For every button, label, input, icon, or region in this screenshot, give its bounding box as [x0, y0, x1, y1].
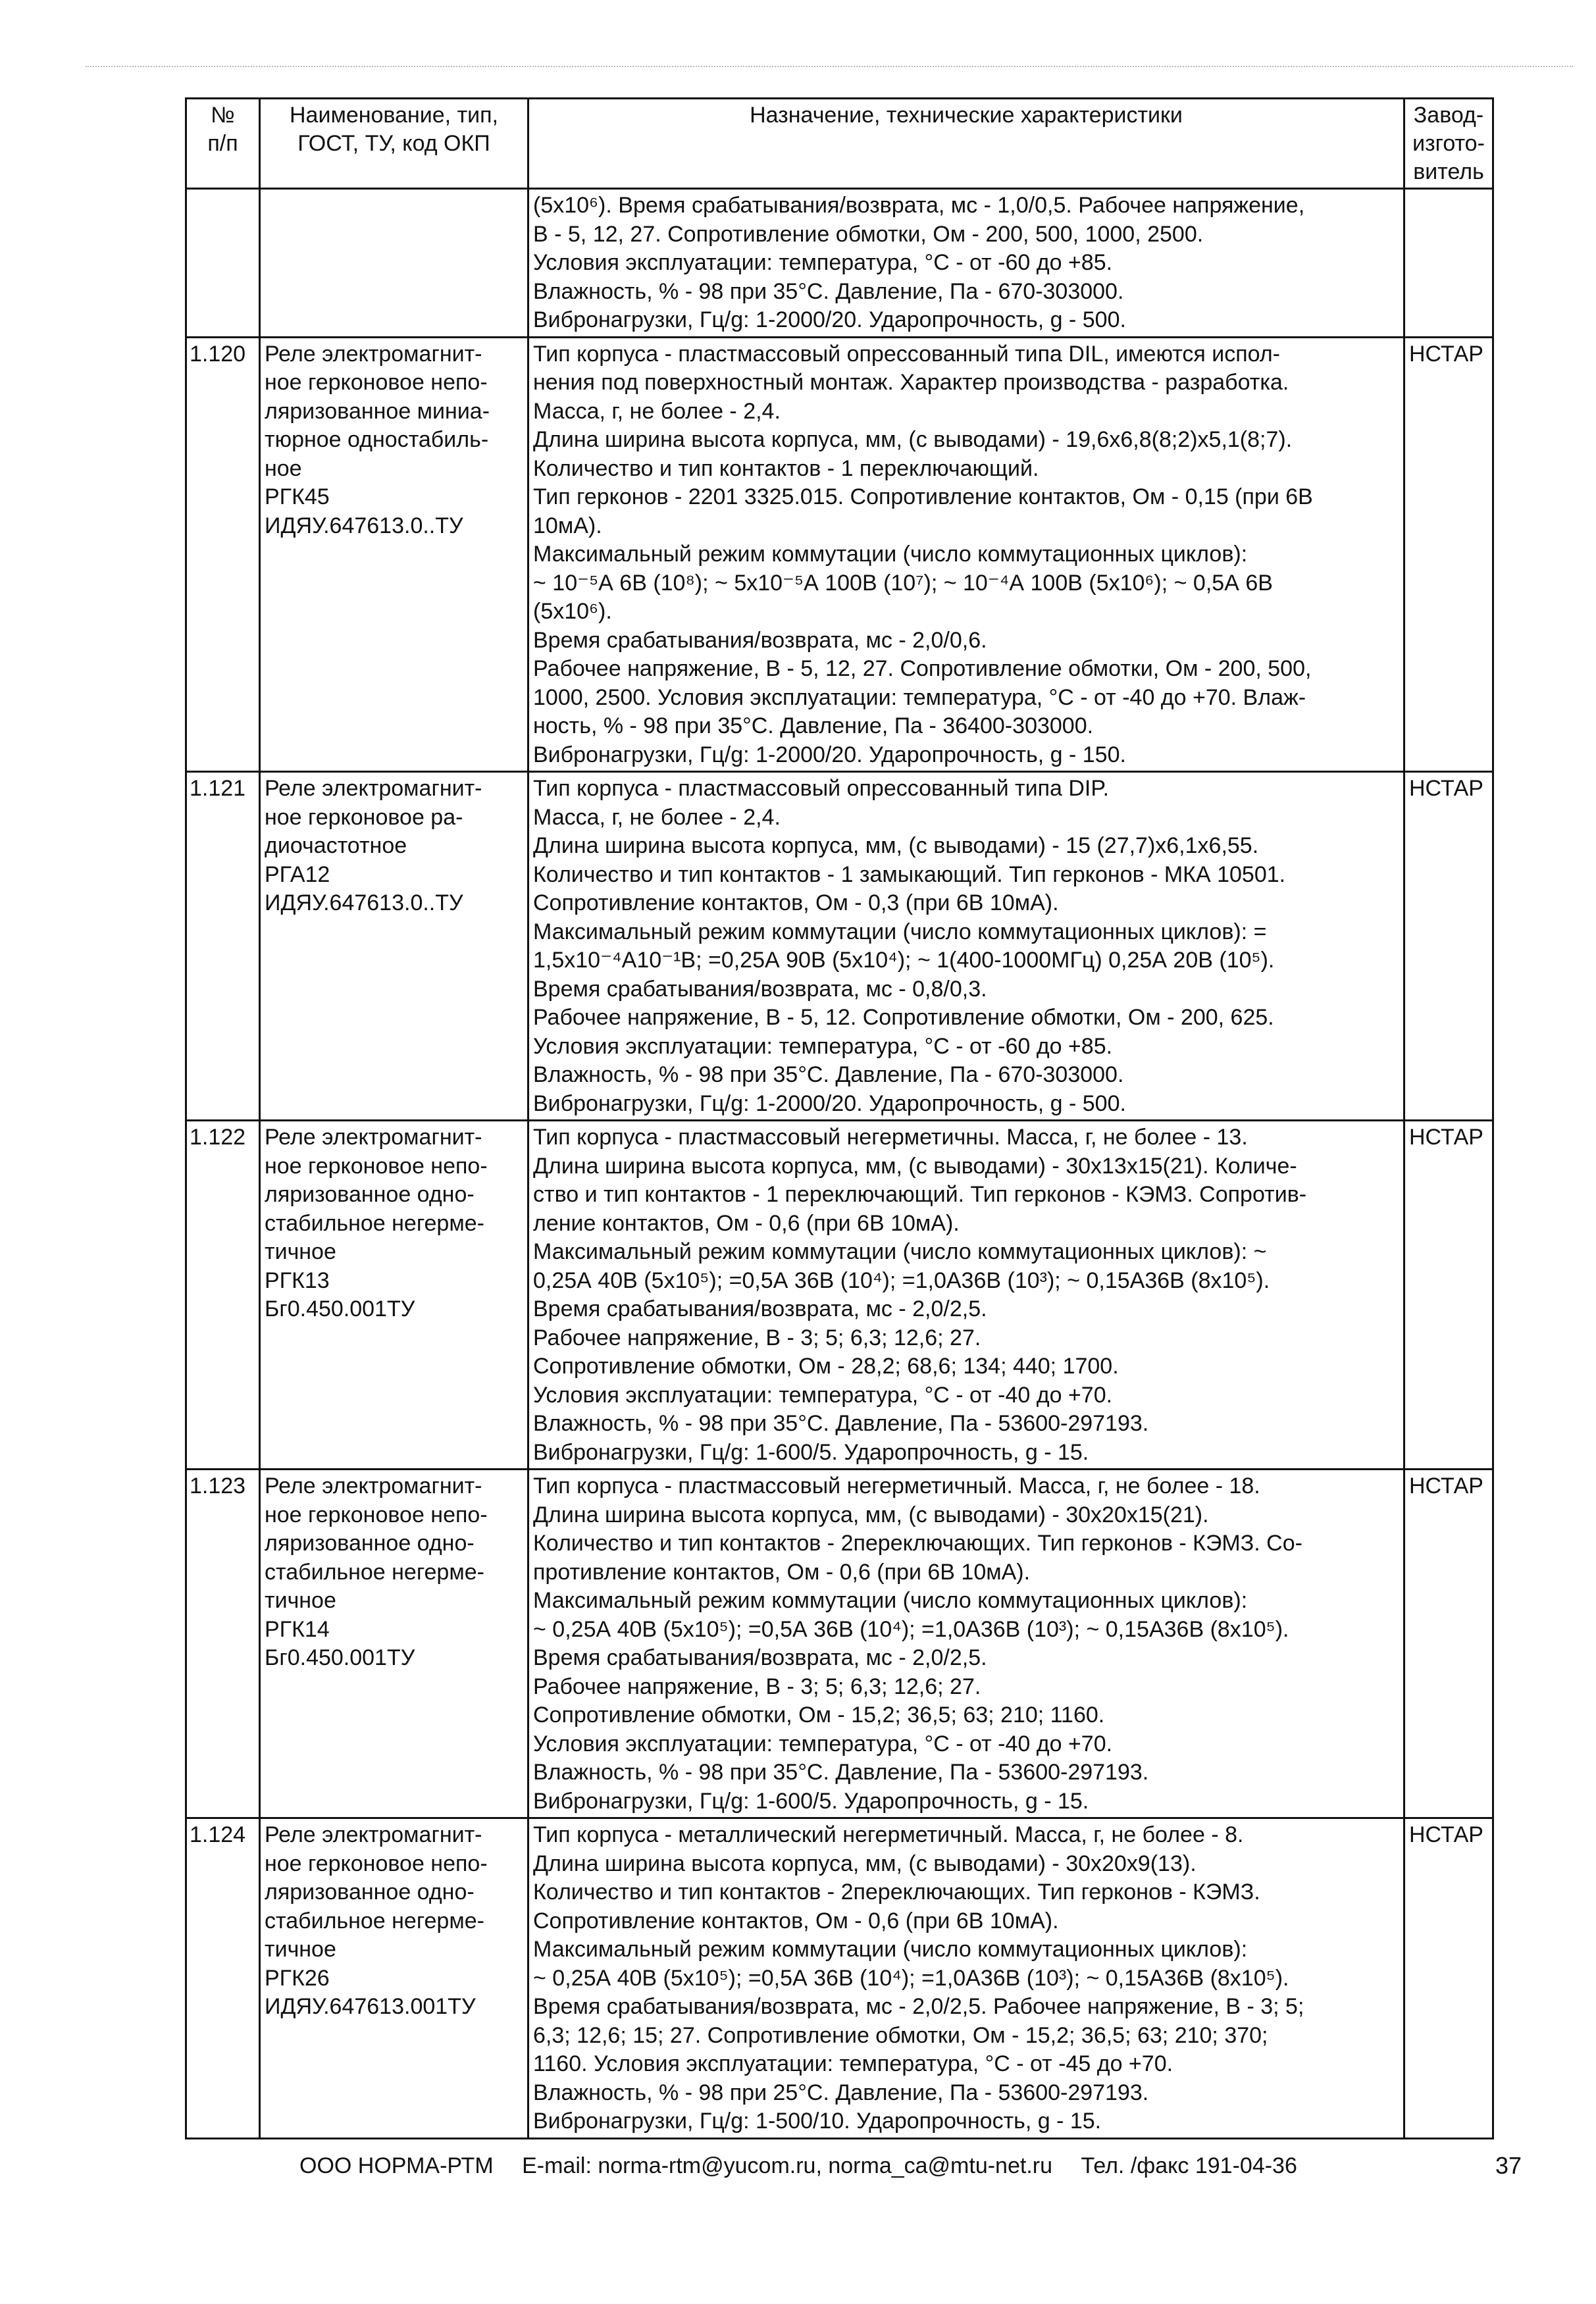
item-specs — [528, 1470, 1404, 1818]
item-spec-line: Тип корпуса - пластмассовый опрессованный типа DIL, имеются испол- — [533, 341, 1280, 367]
page-footer — [299, 2153, 1320, 2179]
item-manufacturer — [1404, 1121, 1493, 1470]
item-spec-line: 1000, 2500. Условия эксплуатации: температура, °С - от -40 до +70. Влаж- — [533, 684, 1306, 710]
item-name-line: ляризованное одно- — [265, 1880, 475, 1905]
item-spec-line: Количество и тип контактов - 2переключающих. Тип герконов - КЭМЗ. Со- — [533, 1531, 1302, 1556]
spec-table — [185, 97, 1494, 2139]
item-spec-line: Количество и тип контактов - 1 переключающий. — [533, 455, 1039, 481]
item-spec-line: Вибронагрузки, Гц/g: 1-2000/20. Ударопрочность, g - 500. — [533, 1090, 1126, 1116]
item-number — [186, 189, 260, 338]
item-name-line: Реле электромагнит- — [265, 1473, 482, 1498]
header-name-line: ГОСТ, ТУ, код ОКП — [297, 131, 490, 156]
header-mfr — [1404, 99, 1493, 189]
item-spec-line: Условия эксплуатации: температура, °С - от -60 до +85. — [533, 250, 1113, 275]
table-row — [186, 337, 1493, 772]
header-name — [260, 99, 528, 189]
item-spec-line: ~ 10⁻⁵А 6В (10⁸); ~ 5х10⁻⁵А 100В (10⁷); ~ 10⁻⁴А 100В (5х10⁶); ~ 0,5А 6В — [533, 570, 1273, 596]
item-spec-line: Вибронагрузки, Гц/g: 1-600/5. Ударопрочность, g - 15. — [533, 1788, 1089, 1814]
item-name-line: Бг0.450.001ТУ — [265, 1296, 415, 1321]
item-spec-line: Влажность, % - 98 при 35°С. Давление, Па - 53600-297193. — [533, 1760, 1149, 1785]
item-spec-line: Рабочее напряжение, В - 3; 5; 6,3; 12,6; 27. — [533, 1325, 981, 1350]
page-number: 37 — [1495, 2152, 1522, 2179]
item-name-line: ное герконовое ра- — [265, 804, 463, 830]
item-number: 1.122 — [186, 1121, 260, 1470]
item-name-line: ляризованное одно- — [265, 1182, 475, 1207]
item-spec-line: Тип корпуса - пластмассовый негерметичный. Масса, г, не более - 18. — [533, 1473, 1260, 1498]
item-name-line: ное герконовое непо- — [265, 1502, 488, 1527]
item-name-line: диочастотное — [265, 833, 407, 858]
item-spec-line: Тип герконов - 2201 3325.015. Сопротивление контактов, Ом - 0,15 (при 6В — [533, 484, 1313, 509]
item-spec-line: Условия эксплуатации: температура, °С - от -40 до +70. — [533, 1382, 1113, 1408]
item-manufacturer-line: НСТАР — [1409, 1125, 1483, 1150]
item-spec-line: нения под поверхностный монтаж. Характер производства - разработка. — [533, 370, 1289, 395]
item-name-line: РГК13 — [265, 1267, 330, 1293]
footer-email: E-mail: norma-rtm@yucom.ru, norma_ca@mtu-net.ru — [522, 2153, 1052, 2178]
item-spec-line: Сопротивление обмотки, Ом - 28,2; 68,6; 134; 440; 1700. — [533, 1354, 1119, 1379]
header-mfr-line: витель — [1413, 159, 1484, 184]
footer-phone: Тел. /факс 191-04-36 — [1081, 2153, 1297, 2178]
item-spec-line: Вибронагрузки, Гц/g: 1-2000/20. Ударопрочность, g - 150. — [533, 742, 1126, 767]
item-spec-line: Время срабатывания/возврата, мс - 2,0/2,5. — [533, 1645, 987, 1670]
item-name-line: Бг0.450.001ТУ — [265, 1645, 415, 1670]
item-name — [260, 1470, 528, 1818]
item-name-line: Реле электромагнит- — [265, 1822, 482, 1847]
item-spec-line: Вибронагрузки, Гц/g: 1-600/5. Ударопрочность, g - 15. — [533, 1439, 1089, 1465]
item-number: 1.121 — [186, 772, 260, 1121]
item-spec-line: Вибронагрузки, Гц/g: 1-500/10. Ударопрочность, g - 15. — [533, 2109, 1102, 2134]
item-name-line: ИДЯУ.647613.001ТУ — [265, 1994, 476, 2019]
item-spec-line: ность, % - 98 при 35°С. Давление, Па - 36400-303000. — [533, 713, 1094, 738]
item-spec-line: В - 5, 12, 27. Сопротивление обмотки, Ом - 200, 500, 1000, 2500. — [533, 221, 1204, 247]
table-row — [186, 772, 1493, 1121]
item-spec-line: Максимальный режим коммутации (число коммутационных циклов): = — [533, 919, 1267, 944]
item-spec-line: Длина ширина высота корпуса, мм, (с выводами) - 15 (27,7)х6,1х6,55. — [533, 833, 1259, 858]
item-spec-line: Масса, г, не более - 2,4. — [533, 804, 781, 830]
item-spec-line: Сопротивление контактов, Ом - 0,3 (при 6В 10мА). — [533, 890, 1059, 915]
item-specs — [528, 337, 1404, 772]
item-spec-line: (5х10⁶). — [533, 599, 612, 624]
item-spec-line: Максимальный режим коммутации (число коммутационных циклов): — [533, 542, 1248, 567]
item-manufacturer — [1404, 772, 1493, 1121]
header-name-line: Наименование, тип, — [289, 103, 498, 128]
item-manufacturer-line: НСТАР — [1409, 341, 1483, 367]
item-manufacturer — [1404, 337, 1493, 772]
item-spec-line: Время срабатывания/возврата, мс - 2,0/2,5. — [533, 1296, 987, 1321]
table-row — [186, 1121, 1493, 1470]
item-name-line: ляризованное одно- — [265, 1531, 475, 1556]
item-name-line: Реле электромагнит- — [265, 341, 482, 367]
item-name-line: тюрное одностабиль- — [265, 427, 489, 452]
item-spec-line: противление контактов, Ом - 0,6 (при 6В 10мА). — [533, 1559, 1031, 1585]
item-spec-line: Вибронагрузки, Гц/g: 1-2000/20. Ударопрочность, g - 500. — [533, 307, 1126, 332]
item-name-line: ляризованное миниа- — [265, 398, 490, 424]
item-name — [260, 189, 528, 338]
item-spec-line: ство и тип контактов - 1 переключающий. Тип герконов - КЭМЗ. Сопротив- — [533, 1182, 1307, 1207]
item-spec-line: Тип корпуса - пластмассовый негерметичны. Масса, г, не более - 13. — [533, 1125, 1248, 1150]
header-mfr-line: изгото- — [1412, 131, 1485, 156]
item-spec-line: Время срабатывания/возврата, мс - 0,8/0,3. — [533, 976, 987, 1002]
item-manufacturer — [1404, 189, 1493, 338]
item-name-line: стабильное негерме- — [265, 1908, 484, 1933]
scan-artifact-line — [86, 66, 1573, 68]
item-manufacturer-line: НСТАР — [1409, 1822, 1483, 1847]
item-spec-line: Сопротивление контактов, Ом - 0,6 (при 6В 10мА). — [533, 1908, 1059, 1933]
item-spec-line: Количество и тип контактов - 2переключающих. Тип герконов - КЭМЗ. — [533, 1880, 1260, 1905]
item-spec-line: Длина ширина высота корпуса, мм, (с выводами) - 30х20х9(13). — [533, 1851, 1197, 1876]
item-specs — [528, 1121, 1404, 1470]
item-name — [260, 772, 528, 1121]
item-spec-line: 10мА). — [533, 513, 602, 538]
header-spec-line: Назначение, технические характеристики — [750, 103, 1183, 128]
item-number: 1.120 — [186, 337, 260, 772]
item-spec-line: Рабочее напряжение, В - 3; 5; 6,3; 12,6; 27. — [533, 1674, 981, 1699]
item-spec-line: Тип корпуса - металлический негерметичный. Масса, г, не более - 8. — [533, 1822, 1244, 1847]
item-spec-line: Количество и тип контактов - 1 замыкающий. Тип герконов - МКА 10501. — [533, 861, 1286, 887]
item-spec-line: Максимальный режим коммутации (число коммутационных циклов): — [533, 1588, 1248, 1613]
header-num-line: п/п — [207, 131, 238, 156]
item-spec-line: ~ 0,25А 40В (5х10⁵); =0,5А 36В (10⁴); =1,0А36В (10³); ~ 0,15А36В (8х10⁵). — [533, 1616, 1289, 1642]
table-row — [186, 189, 1493, 338]
item-spec-line: ление контактов, Ом - 0,6 (при 6В 10мА). — [533, 1210, 960, 1236]
item-name-line: РГА12 — [265, 861, 330, 887]
item-name-line: стабильное негерме- — [265, 1559, 484, 1585]
item-manufacturer — [1404, 1818, 1493, 2139]
item-name-line: ное герконовое непо- — [265, 370, 488, 395]
table-row — [186, 1818, 1493, 2139]
item-spec-line: 0,25А 40В (5х10⁵); =0,5А 36В (10⁴); =1,0А36В (10³); ~ 0,15А36В (8х10⁵). — [533, 1267, 1270, 1293]
item-spec-line: Максимальный режим коммутации (число коммутационных циклов): — [533, 1937, 1248, 1962]
table-header-row — [186, 99, 1493, 189]
item-spec-line: Влажность, % - 98 при 35°С. Давление, Па - 670-303000. — [533, 1062, 1124, 1087]
item-spec-line: 6,3; 12,6; 15; 27. Сопротивление обмотки, Ом - 15,2; 36,5; 63; 210; 370; — [533, 2022, 1268, 2048]
item-spec-line: Рабочее напряжение, В - 5, 12. Сопротивление обмотки, Ом - 200, 625. — [533, 1005, 1274, 1030]
table-row — [186, 1470, 1493, 1818]
item-specs — [528, 1818, 1404, 2139]
item-name-line: стабильное негерме- — [265, 1210, 484, 1236]
table-body — [186, 189, 1493, 2139]
item-name-line: ИДЯУ.647613.0..ТУ — [265, 513, 463, 538]
item-name-line: ное герконовое непо- — [265, 1851, 488, 1876]
item-spec-line: 1160. Условия эксплуатации: температура, °С - от -45 до +70. — [533, 2051, 1173, 2076]
item-number: 1.124 — [186, 1818, 260, 2139]
item-number: 1.123 — [186, 1470, 260, 1818]
item-spec-line: Масса, г, не более - 2,4. — [533, 398, 781, 424]
item-spec-line: Рабочее напряжение, В - 5, 12, 27. Сопротивление обмотки, Ом - 200, 500, — [533, 656, 1312, 681]
item-specs — [528, 772, 1404, 1121]
footer-company: ООО НОРМА-РТМ — [299, 2153, 494, 2178]
item-spec-line: Влажность, % - 98 при 25°С. Давление, Па - 53600-297193. — [533, 2080, 1149, 2105]
item-spec-line: (5х10⁶). Время срабатывания/возврата, мс - 1,0/0,5. Рабочее напряжение, — [533, 193, 1305, 218]
item-name-line: РГК26 — [265, 1965, 330, 1991]
item-spec-line: Длина ширина высота корпуса, мм, (с выводами) - 19,6х6,8(8;2)х5,1(8;7). — [533, 427, 1293, 452]
item-name — [260, 1121, 528, 1470]
item-spec-line: 1,5х10⁻⁴А10⁻¹В; =0,25А 90В (5х10⁴); ~ 1(400-1000МГц) 0,25А 20В (10⁵). — [533, 948, 1275, 973]
item-spec-line: Условия эксплуатации: температура, °С - от -40 до +70. — [533, 1731, 1113, 1756]
item-manufacturer — [1404, 1470, 1493, 1818]
item-specs — [528, 189, 1404, 338]
item-spec-line: Время срабатывания/возврата, мс - 2,0/2,5. Рабочее напряжение, В - 3; 5; — [533, 1994, 1304, 2019]
item-spec-line: Сопротивление обмотки, Ом - 15,2; 36,5; 63; 210; 1160. — [533, 1702, 1105, 1728]
item-spec-line: Время срабатывания/возврата, мс - 2,0/0,6. — [533, 627, 987, 653]
item-name — [260, 1818, 528, 2139]
item-spec-line: ~ 0,25А 40В (5х10⁵); =0,5А 36В (10⁴); =1,0А36В (10³); ~ 0,15А36В (8х10⁵). — [533, 1965, 1289, 1991]
item-spec-line: Тип корпуса - пластмассовый опрессованный типа DIP. — [533, 776, 1110, 801]
item-name-line: РГК14 — [265, 1616, 330, 1642]
item-name-line: Реле электромагнит- — [265, 776, 482, 801]
item-spec-line: Влажность, % - 98 при 35°С. Давление, Па - 53600-297193. — [533, 1411, 1149, 1436]
header-spec — [528, 99, 1404, 189]
item-name-line: Реле электромагнит- — [265, 1125, 482, 1150]
item-spec-line: Длина ширина высота корпуса, мм, (с выводами) - 30х20х15(21). — [533, 1502, 1209, 1527]
header-mfr-line: Завод- — [1413, 103, 1484, 128]
item-spec-line: Влажность, % - 98 при 35°С. Давление, Па - 670-303000. — [533, 278, 1124, 304]
item-manufacturer-line: НСТАР — [1409, 1473, 1483, 1498]
item-name — [260, 337, 528, 772]
header-num-line: № — [211, 103, 235, 128]
item-name-line: тичное — [265, 1588, 336, 1613]
item-spec-line: Условия эксплуатации: температура, °С - от -60 до +85. — [533, 1033, 1113, 1059]
item-name-line: ное герконовое непо- — [265, 1153, 488, 1179]
item-name-line: тичное — [265, 1239, 336, 1264]
item-spec-line: Максимальный режим коммутации (число коммутационных циклов): ~ — [533, 1239, 1267, 1264]
item-name-line: ИДЯУ.647613.0..ТУ — [265, 890, 463, 915]
item-name-line: РГК45 — [265, 484, 330, 509]
item-name-line: ное — [265, 455, 302, 481]
header-num — [186, 99, 260, 189]
item-manufacturer-line: НСТАР — [1409, 776, 1483, 801]
item-spec-line: Длина ширина высота корпуса, мм, (с выводами) - 30х13х15(21). Количе- — [533, 1153, 1297, 1179]
item-name-line: тичное — [265, 1937, 336, 1962]
